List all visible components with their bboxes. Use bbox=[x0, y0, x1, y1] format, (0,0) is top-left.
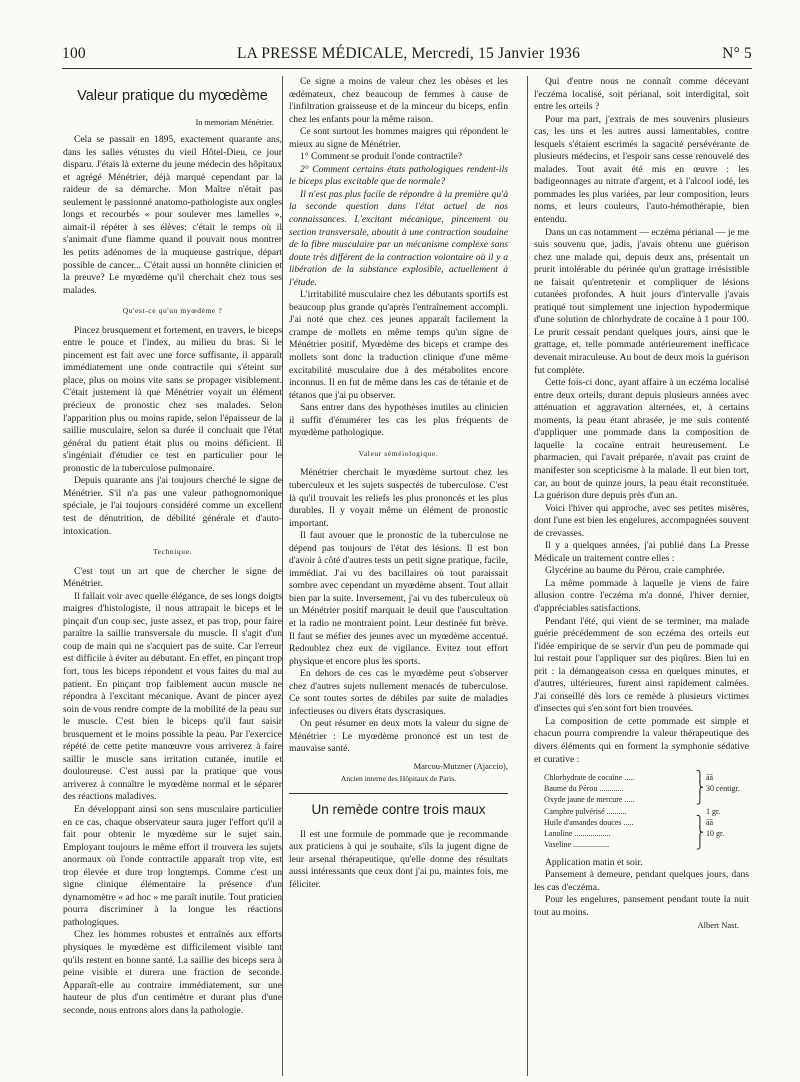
article-separator bbox=[289, 793, 508, 794]
formula-row bbox=[544, 794, 749, 805]
paragraph: Glycérine au baume du Pérou, craie camphrée. bbox=[545, 565, 725, 577]
bracket: ⎫ bbox=[695, 815, 705, 828]
paragraph: Il est une formule de pommade que je recommande aux praticiens à qui je souhaite, s'ils la jugent digne de leur arsenal thérapeutique, qu'elle donne des résultats aussi intéressants que ceux dont j'ai pu, maintes fois, me féliciter. bbox=[289, 828, 508, 890]
issue-number: N° 5 bbox=[722, 45, 752, 62]
author-signature: Albert Nast. bbox=[697, 920, 739, 931]
quantity: 1 gr. bbox=[706, 806, 721, 816]
formula-row bbox=[544, 817, 749, 828]
header-rule bbox=[62, 68, 752, 69]
paragraph: La composition de cette pommade est simple et chacun pourra comprendre la valeur thérapeutique des divers éléments qui en forment la symphonie sédative et curative : bbox=[534, 715, 749, 765]
paragraph: Application matin et soir. bbox=[545, 856, 643, 868]
ingredient: Huile d'amandes douces ..... bbox=[544, 817, 634, 827]
quantity: āā bbox=[706, 773, 714, 783]
paragraph: Il faut avouer que le pronostic de la tuberculose ne dépend pas toujours de l'état des lésions. Il est bon d'avoir à côté d'autres tests un petit signe pratique, facile, immédiat. J'ai vu des bacillaires où tout paraissait sombre avec cependant un myœdème absent. Tout allait bien par la suite. Inversement, j'ai vu des tuberculeux où un Ménétrier positif marquait le deuil que l'auscultation et la radio ne montraient point. Leur destinée fut brève. Il faut se méfier des jeunes avec un myœdème accentué. Redoublez chez eux de vigilance. Evitez tout effort physique et encore plus les sports. bbox=[289, 530, 508, 667]
paragraph: En développant ainsi son sens musculaire particulier en ce cas, chaque observateur saura juger l'effort qu'il a fait pour obtenir le myœdème sur le sujet sain. Employant toujours le même effort il trouvera les sujets anormaux où l'onde contractile apparaît trop vite, est trop élevée et dure trop longtemps. Comme c'est un signe clinique élémentaire la présence d'un dynamomètre « ad hoc » me paraît inutile. Tout praticien pourra discriminer à la longue les réactions pathologiques. bbox=[63, 803, 282, 928]
dedication: In memoriam Ménétrier. bbox=[195, 117, 274, 127]
paragraph: Sans entrer dans des hypothèses inutiles au clinicien il suffit d'énumérer les cas les plus fréquents de myœdème pathologique. bbox=[289, 402, 508, 439]
paragraph: Il n'est pas plus facile de répondre à la première qu'à la seconde question dans l'état actuel de nos connaissances. L'excitant mécanique, pincement ou section transversale, aboutit à une contraction soudaine de la fibre musculaire par un mécanisme complexe sans doute très différent de la contraction volontaire où il y a libération de la substance explosible, actuellement à l'étude. bbox=[289, 188, 508, 288]
ingredient: Chlorhydrate de cocaïne ..... bbox=[544, 773, 635, 783]
bracket: ⎭ bbox=[695, 838, 705, 851]
author-signature: Marcou-Mutzner (Ajaccio), bbox=[413, 760, 508, 771]
article-title: Un remède contre trois maux bbox=[311, 802, 486, 818]
journal-title: LA PRESSE MÉDICALE, Mercredi, 15 Janvier 1936 bbox=[237, 45, 581, 62]
paragraph: Cette fois-ci donc, ayant affaire à un eczéma localisé entre deux orteils, durant depuis plusieurs années avec atténuation et aggravation alternées, et, à certains moments, la peau étant abrasée, je me suis contenté d'appliquer une pommade dans la composition de laquelle la cocaïne entrait heureusement. Le pharmacien, qui l'avait préparée, n'avait pas craint de manifester son scepticisme à la malade. Il eut bien tort, car, au bout de quinze jours, la peau était reconstituée. La guérison dure depuis près d'un an. bbox=[534, 377, 749, 502]
paragraph: 1° Comment se produit l'onde contractile? bbox=[300, 151, 462, 163]
page-number: 100 bbox=[62, 45, 86, 62]
author-title: Ancien interne des Hôpitaux de Paris. bbox=[340, 773, 457, 783]
formula-row bbox=[544, 806, 749, 817]
paragraph: La même pommade à laquelle je viens de faire allusion contre l'eczéma m'a donné, l'hiver dernier, d'appréciables satisfactions. bbox=[534, 577, 749, 614]
paragraph: On peut résumer en deux mots la valeur du signe de Ménétrier : Le myœdème prononcé est un test de mauvaise santé. bbox=[289, 718, 508, 755]
page-header bbox=[62, 45, 752, 65]
quantity: āā bbox=[706, 817, 714, 827]
paragraph: Voici l'hiver qui approche, avec ses petites misères, dont l'une est bien les engelures, accompagnées souvent de crevasses. bbox=[534, 502, 749, 539]
paragraph: Ce signe a moins de valeur chez les obèses et les œdémateux, chez beaucoup de femmes à cause de l'infiltration graisseuse et de la minceur du biceps, enfin chez les enfants pour la même raison. bbox=[289, 76, 508, 125]
ingredient: Baume du Pérou ............ bbox=[544, 784, 624, 794]
paragraph: Pansement à demeure, pendant quelques jours, dans les cas d'eczéma. bbox=[534, 869, 749, 893]
article-title: Valeur pratique du myœdème bbox=[77, 88, 268, 104]
ingredient: Lanoline .................. bbox=[544, 829, 611, 839]
quantity: 30 centigr. bbox=[706, 784, 740, 794]
paragraph: L'irritabilité musculaire chez les débutants sportifs est beaucoup plus grande qu'après l'entraînement accompli. J'ai noté que chez ces jeunes apparaît facilement la crampe de mollets en même temps qu'un signe de Ménétrier positif. Myœdème des biceps et crampe des mollets sont donc la traduction clinique d'une même excitabilité musculaire due à des métabolites encore inconnus. Il en fut de même dans les cas de tétanie et de tétanos que j'ai pu observer. bbox=[289, 289, 508, 401]
column-2 bbox=[289, 76, 508, 1076]
section-heading: Qu'est-ce qu'un myœdème ? bbox=[122, 306, 223, 316]
formula-row bbox=[544, 828, 749, 839]
paragraph: Depuis quarante ans j'ai toujours cherché le signe de Ménétrier. S'il n'a pas une valeur pathognomonique spéciale, je l'ai toujours considéré comme un excellent test de dénutrition, de débilité générale et d'auto-intoxication. bbox=[63, 475, 282, 537]
prescription-formula bbox=[544, 772, 749, 850]
ingredient: Vaseline .................. bbox=[544, 840, 610, 850]
column-divider bbox=[282, 76, 283, 1076]
paragraph: Cela se passait en 1895, exactement quarante ans, dans les salles vétustes du vieil Hôtel-Dieu, ce jour disparu. J'étais là externe du jeune médecin des hôpitaux et agrégé Ménétrier, déjà marqué cependant par la raideur de sa démarche. Mon Maître n'était pas seulement le passionné anatomo-pathologiste aux ongles longs et recourbés « pour soulever mes lamelles », aimait-il répéter à ses élèves: c'était le temps où il s'animait d'une flamme quand il pouvait nous montrer les petits adénomes de la muqueuse gastrique, départ possible de cancer... C'était aussi un honnête clinicien et la preuve? Le myœdème qu'il cherchait chez tous ses malades. bbox=[63, 134, 282, 296]
paragraph: Pour ma part, j'extrais de mes souvenirs plusieurs cas, les uns et les autres aussi lamentables, contre lesquels s'étaient escrimés la sagacité persévérante de plusieurs médecins, et l'espoir sans cesse renouvelé des malades. Tout avait été mis en œuvre : les badigeonnages au nitrate d'argent, et à l'alcool iodé, les pommades les plus variées, par leur composition, leurs noms, et leurs couleurs, l'auto-hémothérapie, bien entendu. bbox=[534, 113, 749, 226]
column-3 bbox=[534, 76, 749, 1076]
paragraph: Il y a quelques années, j'ai publié dans La Presse Médicale un traitement contre elles : bbox=[534, 540, 749, 564]
section-heading: Valeur séméiologique. bbox=[358, 448, 439, 458]
ingredient: Oxyde jaune de mercure ..... bbox=[544, 795, 635, 805]
paragraph: Dans un cas notamment — eczéma périanal — je me suis souvenu que, jadis, j'avais obtenu une guérison chez une malade qui, depuis deux ans, présentait un prurit intolérable du périnée qu'un grattage irrésistible ne faisait qu'entretenir et compliquer de lésions cutanées profondes. A huit jours d'intervalle j'avais pratiqué tout simplement une injection hypodermique d'une solution de chlorhydrate de cocaïne à 1 pour 100. Le prurit cessait pendant quelques jours, ainsi que le grattage, et, telle pommade antérieurement inefficace devenait miraculeuse. Au bout de deux mois la guérison fut complète. bbox=[534, 226, 749, 376]
paragraph: Pendant l'été, qui vient de se terminer, ma malade guérie précédemment de son eczéma des orteils eut l'idée empirique de se servir d'un peu de pommade qui lui restait pour l'appliquer sur des piqûres. Bien lui en prit : la démangeaison cessa en quelques minutes, et d'autres, ultérieures, furent ainsi rapidement calmées. J'ai conseillé dès lors ce remède à plusieurs victimes d'insectes qui s'en sont fort bien trouvées. bbox=[534, 615, 749, 715]
paragraph: En dehors de ces cas le myœdème peut s'observer chez d'autres sujets nullement menacés de tuberculose. Ce sont toutes sortes de débiles par suite de maladies infectieuses ou divers états dyscrasiques. bbox=[289, 668, 508, 717]
paragraph: Qui d'entre nous ne connaît comme décevant l'eczéma localisé, soit périanal, soit interdigital, soit entre les orteils ? bbox=[534, 76, 749, 113]
column-divider bbox=[527, 76, 528, 1076]
formula-row bbox=[544, 772, 749, 783]
paragraph: Ce sont surtout les hommes maigres qui répondent le mieux au signe de Ménétrier. bbox=[289, 126, 508, 150]
section-heading: Technique. bbox=[152, 547, 192, 557]
paragraph: Pincez brusquement et fortement, en travers, le biceps entre le pouce et l'index, au milieu du bras. Si le pincement est fait avec une force suffisante, il apparaît immédiatement une onde contractile qui s'éteint sur place, plus ou moins vite sans se propager visiblement. C'était justement là que Ménétrier voyait un élément précieux de pronostic chez ses malades. Selon l'apparition plus ou moins rapide, selon l'épaisseur de la saillie musculaire, selon sa durée il concluait que l'état général du patient était plus ou moins déficient. Il s'ingéniait d'étudier ce test en particulier pour le pronostic de la tuberculose pulmonaire. bbox=[63, 324, 282, 474]
bracket: ⎬ bbox=[695, 827, 705, 840]
paragraph: Pour les engelures, pansement pendant toute la nuit tout au moins. bbox=[534, 894, 749, 918]
paragraph: C'est tout un art que de chercher le signe de Ménétrier. bbox=[63, 565, 282, 590]
formula-row bbox=[544, 839, 749, 850]
bracket: ⎫ bbox=[695, 771, 705, 784]
paragraph: Chez les hommes robustes et entraînés aux efforts physiques le myœdème est difficilement visible tant qu'ils restent en bonne santé. La saillie des biceps sera à peine visible et durera une fraction de seconde. Apparaît-elle au contraire immédiatement, sur une hauteur de plus d'un centimètre et durant plus d'une seconde, nous entrons alors dans la pathologie. bbox=[63, 929, 282, 1016]
quantity: 10 gr. bbox=[706, 829, 725, 839]
bracket: ⎭ bbox=[695, 793, 705, 806]
formula-row bbox=[544, 783, 749, 794]
paragraph: Ménétrier cherchait le myœdème surtout chez les tuberculeux et les sujets suspectés de tuberculose. C'est là qu'il trouvait les reliefs les plus prononcés et les plus durables. Il y voyait même un élément de pronostic important. bbox=[289, 467, 508, 529]
column-1 bbox=[63, 76, 282, 1076]
paragraph: Il fallait voir avec quelle élégance, de ses longs doigts maigres d'histologiste, il nous attrapait le biceps et le pinçait d'un coup sec, juste assez, et pas trop, pour faire paraître la saillie transversale du muscle. Il s'agit d'un coup de main qui ne s'acquiert pas de suite. Car l'erreur est difficile à éviter au débutant. En effet, en pinçant trop fort, tous les biceps répondent et vous faites du mal au patient. En pinçant trop faiblement aucun muscle ne répondra à l'excitant mécanique. Avant de pincer ayez soin de vous rendre compte de la mobilité de la peau sur le muscle. C'est bien le biceps qu'il faut saisir brusquement et le moins possible la peau. Par l'exercice répété de cette petite manœuvre vous arriverez à faire saillir le muscle sans irritation cutanée, inutile et douloureuse. C'est aussi par la pratique que vous arriverez à connaître le myœdème normal et le séparer des réactions maladives. bbox=[63, 590, 282, 803]
paragraph: 2° Comment certains états pathologiques rendent-ils le biceps plus excitable que de normale? bbox=[289, 163, 508, 188]
ingredient: Camphre pulvérisé .......... bbox=[544, 806, 627, 816]
bracket: ⎬ bbox=[695, 782, 705, 795]
